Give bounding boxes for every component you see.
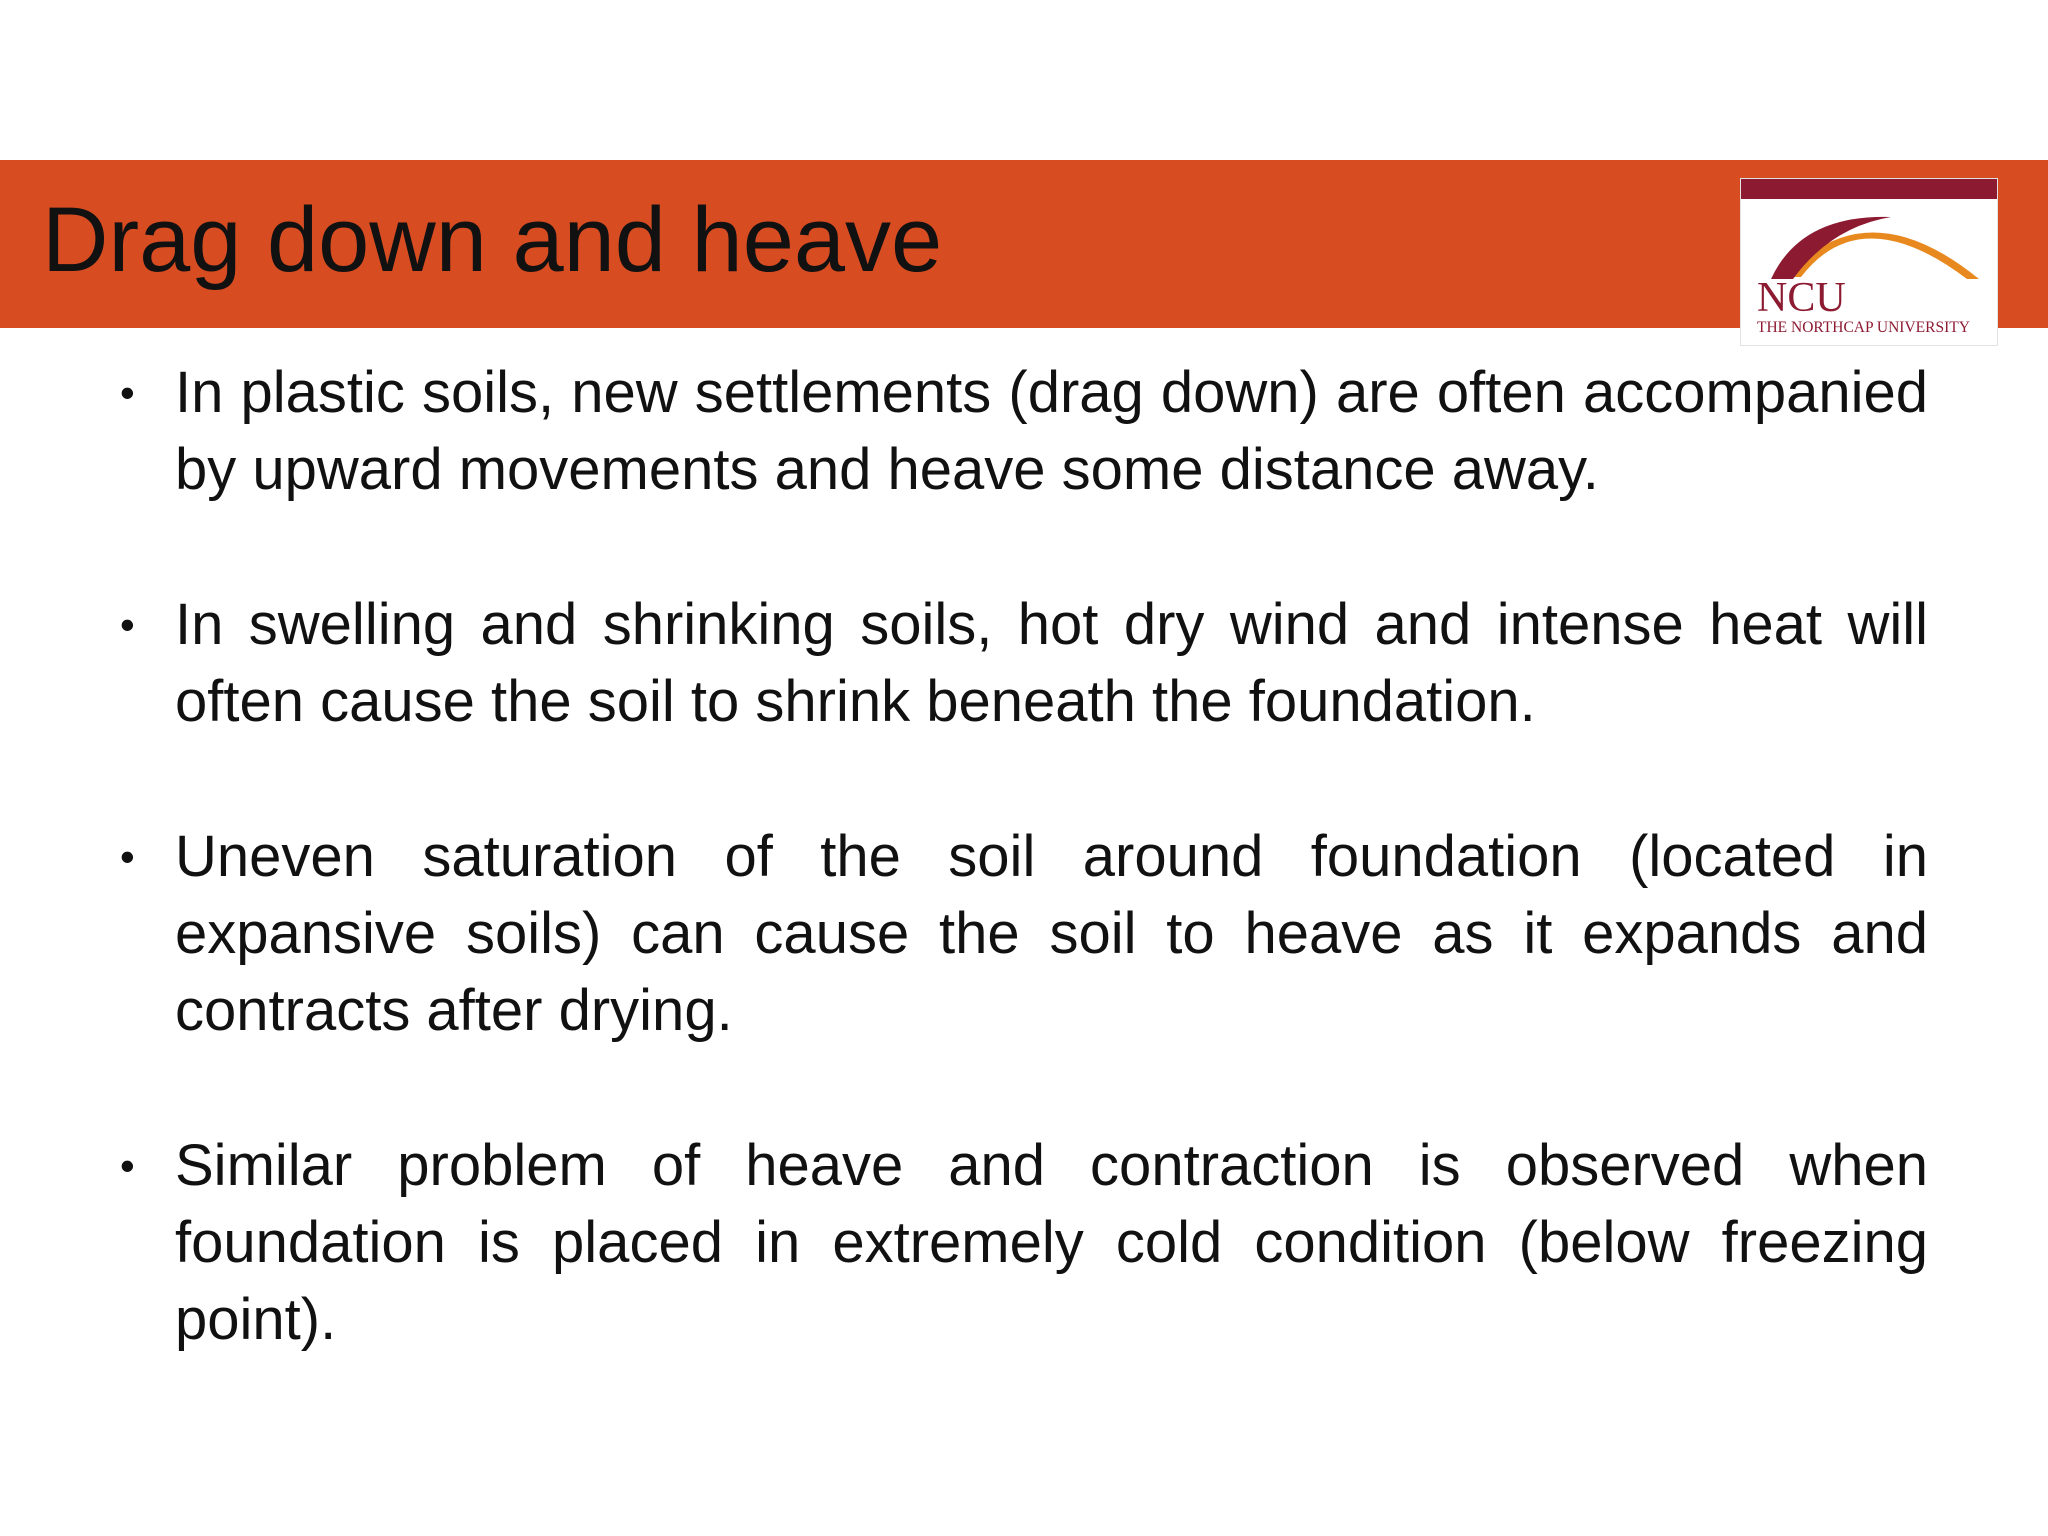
slide-title: Drag down and heave [42, 189, 943, 291]
ncu-logo [1740, 178, 1998, 346]
logo-abbrev: NCU [1757, 275, 1846, 321]
bullet-item [120, 818, 1928, 1049]
bullet-text: Uneven saturation of the soil around foundation (located in expansive soils) can cause the soil to heave as it expands and contracts after drying. [175, 824, 1928, 1043]
bullet-glyph: • [120, 833, 135, 880]
bullet-text: Similar problem of heave and contraction is observed when foundation is placed in extremely cold condition (below freezing point). [175, 1133, 1928, 1352]
bullet-text: In plastic soils, new settlements (drag down) are often accompanied by upward movements and heave some distance away. [175, 360, 1928, 502]
bullet-item [120, 354, 1928, 508]
bullet-item [120, 586, 1928, 740]
bullet-glyph: • [120, 1142, 135, 1189]
bullet-glyph: • [120, 601, 135, 648]
logo-full-name: THE NORTHCAP UNIVERSITY [1757, 319, 1970, 336]
bullet-glyph: • [120, 369, 135, 416]
bullet-text: In swelling and shrinking soils, hot dry wind and intense heat will often cause the soil to shrink beneath the foundation. [175, 592, 1928, 734]
logo-top-band [1741, 179, 1998, 199]
bullet-item [120, 1127, 1928, 1358]
bullet-list [120, 354, 1928, 1358]
